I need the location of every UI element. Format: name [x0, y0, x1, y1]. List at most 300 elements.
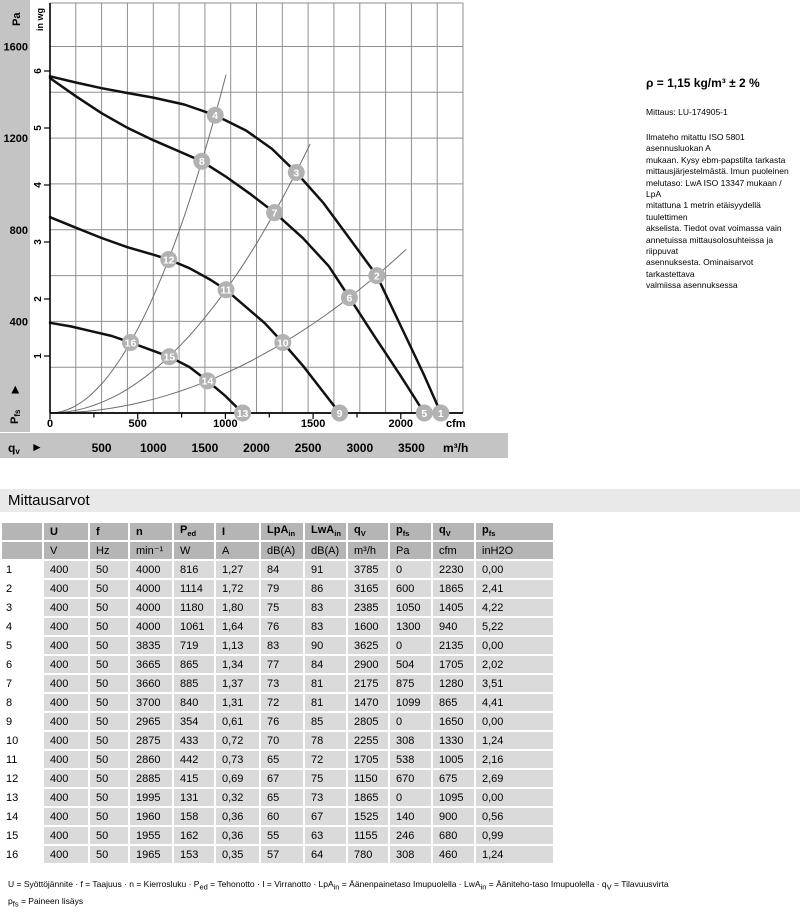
cell: 1050: [390, 599, 431, 616]
cell: 2,69: [476, 770, 553, 787]
cell: 900: [433, 808, 474, 825]
cell: 3835: [130, 637, 172, 654]
cell: 3785: [348, 561, 388, 578]
column-header: $P_{ed}$: [174, 523, 214, 540]
cell: 0,00: [476, 637, 553, 654]
unit-header: Hz: [90, 542, 128, 559]
unit-header: min⁻¹: [130, 542, 172, 559]
cell: 2255: [348, 732, 388, 749]
m3h-tick-label: 500: [91, 441, 112, 455]
svg-text:10: 10: [276, 337, 289, 350]
row-number: 1: [2, 561, 42, 578]
cell: 4000: [130, 599, 172, 616]
cell: 400: [44, 789, 88, 806]
cell: 75: [261, 599, 303, 616]
cell: 1,13: [216, 637, 259, 654]
cell: 0,00: [476, 713, 553, 730]
table-row: [2, 580, 553, 597]
inwg-tick-label: 6: [33, 68, 44, 74]
cell: 2875: [130, 732, 172, 749]
cell: 1705: [348, 751, 388, 768]
row-number: 2: [2, 580, 42, 597]
unit-header: Pa: [390, 542, 431, 559]
cell: 50: [90, 846, 128, 863]
cell: 2805: [348, 713, 388, 730]
svg-text:9: 9: [336, 407, 343, 420]
cell: 0,32: [216, 789, 259, 806]
system-curve: [50, 75, 226, 413]
cell: 1300: [390, 618, 431, 635]
unit-header: V: [44, 542, 88, 559]
note-line: akselista. Tiedot ovat voimassa vain: [646, 223, 782, 234]
cfm-tick-label: 1500: [300, 418, 326, 430]
measurement-note: [646, 132, 798, 292]
svg-text:16: 16: [124, 337, 137, 350]
m3h-tick-label: 3500: [398, 441, 425, 455]
cell: 1,24: [476, 732, 553, 749]
column-header: $p_{fs}$: [476, 523, 553, 540]
cell: 400: [44, 732, 88, 749]
inwg-tick-label: 1: [33, 353, 44, 359]
cell: 75: [305, 770, 346, 787]
operating-point-16: [122, 334, 139, 351]
m3h-tick-label: 3000: [346, 441, 374, 455]
cell: 538: [390, 751, 431, 768]
cell: 90: [305, 637, 346, 654]
side-notes: [646, 76, 798, 292]
cell: 400: [44, 713, 88, 730]
operating-point-8: [193, 153, 210, 170]
m3h-tick-label: 1500: [191, 441, 219, 455]
operating-point-15: [161, 348, 178, 365]
cell: 1600: [348, 618, 388, 635]
table-row: [2, 846, 553, 863]
cell: 2885: [130, 770, 172, 787]
cell: 1180: [174, 599, 214, 616]
row-number: 9: [2, 713, 42, 730]
cell: 1150: [348, 770, 388, 787]
cell: 246: [390, 827, 431, 844]
cell: 64: [305, 846, 346, 863]
cell: 50: [90, 808, 128, 825]
m3h-tick-label: 2500: [294, 441, 322, 455]
cell: 504: [390, 656, 431, 673]
svg-text:12: 12: [162, 254, 175, 267]
measurement-reference: Mittaus: LU-174905-1: [646, 107, 728, 117]
cell: 67: [261, 770, 303, 787]
cell: 400: [44, 751, 88, 768]
cell: 63: [305, 827, 346, 844]
unit-header: dB(A): [261, 542, 303, 559]
m3h-tick-label: 1000: [139, 441, 167, 455]
cell: 158: [174, 808, 214, 825]
table-row: [2, 675, 553, 692]
cell: 65: [261, 789, 303, 806]
fan-curve: [50, 76, 441, 413]
row-number: 6: [2, 656, 42, 673]
cfm-tick-label: 0: [46, 418, 54, 430]
cell: 1,37: [216, 675, 259, 692]
table-row: [2, 713, 553, 730]
cell: 2135: [433, 637, 474, 654]
cell: 415: [174, 770, 214, 787]
operating-point-13: [234, 405, 251, 422]
row-number: 3: [2, 599, 42, 616]
cell: 400: [44, 694, 88, 711]
note-line: mittausjärjestelmästä. Imun puoleinen: [646, 166, 789, 177]
cell: 77: [261, 656, 303, 673]
pa-tick-label: 1200: [3, 133, 28, 146]
m3h-unit-label: m³/h: [443, 441, 469, 455]
column-header: [2, 523, 42, 540]
row-number: 15: [2, 827, 42, 844]
cell: 72: [261, 694, 303, 711]
cell: 400: [44, 580, 88, 597]
chart-grid: [50, 3, 463, 413]
table-row: [2, 827, 553, 844]
cell: 1061: [174, 618, 214, 635]
note-line: Ilmateho mitattu ISO 5801 asennusluokan A: [646, 132, 745, 154]
cell: 875: [390, 675, 431, 692]
fan-curves: [50, 76, 441, 413]
cell: 2860: [130, 751, 172, 768]
cell: 308: [390, 732, 431, 749]
unit-header: dB(A): [305, 542, 346, 559]
operating-point-9: [331, 405, 348, 422]
cell: 0,36: [216, 808, 259, 825]
cell: 2385: [348, 599, 388, 616]
cell: 940: [433, 618, 474, 635]
pfs-axis-arrow-icon: ►: [7, 383, 22, 396]
operating-point-1: [432, 405, 449, 422]
cell: 0,00: [476, 561, 553, 578]
cell: 1005: [433, 751, 474, 768]
cell: 2,41: [476, 580, 553, 597]
cell: 1,31: [216, 694, 259, 711]
svg-text:15: 15: [163, 351, 176, 364]
note-line: melutaso: LwA ISO 13347 mukaan / LpA: [646, 177, 782, 200]
cell: 433: [174, 732, 214, 749]
cell: 0: [390, 637, 431, 654]
cell: 1960: [130, 808, 172, 825]
cell: 865: [174, 656, 214, 673]
cell: 83: [305, 599, 346, 616]
cell: 3165: [348, 580, 388, 597]
unit-header: cfm: [433, 542, 474, 559]
svg-text:3: 3: [293, 167, 300, 180]
operating-point-4: [207, 107, 224, 124]
cell: 816: [174, 561, 214, 578]
table-row: [2, 770, 553, 787]
svg-text:6: 6: [346, 292, 353, 305]
operating-point-11: [218, 281, 235, 298]
cell: 3665: [130, 656, 172, 673]
cell: 50: [90, 637, 128, 654]
note-line: valmiissa asennuksessa: [646, 280, 738, 291]
cell: 600: [390, 580, 431, 597]
unit-header: inH2O: [476, 542, 553, 559]
cell: 0,36: [216, 827, 259, 844]
table-row: [2, 599, 553, 616]
cell: 0,73: [216, 751, 259, 768]
cell: 76: [261, 713, 303, 730]
inwg-tick-label: 4: [33, 182, 44, 188]
svg-text:8: 8: [198, 156, 205, 169]
cell: 70: [261, 732, 303, 749]
cell: 680: [433, 827, 474, 844]
cell: 1705: [433, 656, 474, 673]
cell: 2,02: [476, 656, 553, 673]
cell: 1650: [433, 713, 474, 730]
cell: 1114: [174, 580, 214, 597]
cell: 50: [90, 694, 128, 711]
cell: 3625: [348, 637, 388, 654]
cell: 140: [390, 808, 431, 825]
table-row: [2, 694, 553, 711]
measurement-table: [0, 521, 555, 865]
cell: 1865: [433, 580, 474, 597]
cell: 50: [90, 580, 128, 597]
cfm-tick-label: 500: [128, 418, 147, 430]
cell: 50: [90, 561, 128, 578]
cell: 83: [261, 637, 303, 654]
svg-text:5: 5: [421, 407, 428, 420]
y-unit-inwg-label: in wg: [35, 8, 45, 31]
cell: 50: [90, 770, 128, 787]
svg-text:1: 1: [437, 407, 444, 420]
column-header: $q_V$: [433, 523, 474, 540]
cell: 0: [390, 789, 431, 806]
cell: 85: [305, 713, 346, 730]
cell: 1965: [130, 846, 172, 863]
legend-line-1: U = Syöttöjännite · f = Taajuus · n = Kierrosluku · $P_{ed}$ = Tehonotto · I = Virranotto · LpA$_{in}$ = Äänenpainetaso Imupuolella · LwA$_{in}$ = Ääniteho-taso Imupuolella · $q_V$ = Tilavuusvirta: [8, 879, 669, 892]
cell: 840: [174, 694, 214, 711]
cell: 460: [433, 846, 474, 863]
cell: 0: [390, 713, 431, 730]
row-number: 4: [2, 618, 42, 635]
cell: 3660: [130, 675, 172, 692]
row-number: 16: [2, 846, 42, 863]
cell: 76: [261, 618, 303, 635]
operating-point-6: [341, 289, 358, 306]
cell: 308: [390, 846, 431, 863]
cell: 83: [305, 618, 346, 635]
cell: 400: [44, 656, 88, 673]
table-row: [2, 618, 553, 635]
cell: 1,80: [216, 599, 259, 616]
row-number: 8: [2, 694, 42, 711]
section-title-mittausarvot: Mittausarvot: [0, 489, 800, 512]
cell: 354: [174, 713, 214, 730]
column-header: $p_{fs}$: [390, 523, 431, 540]
cell: 50: [90, 751, 128, 768]
row-number: 7: [2, 675, 42, 692]
table-row: [2, 732, 553, 749]
unit-header: W: [174, 542, 214, 559]
cell: 73: [305, 789, 346, 806]
m3h-tick-label: 2000: [243, 441, 270, 455]
column-header: n: [130, 523, 172, 540]
cell: 400: [44, 599, 88, 616]
cell: 1099: [390, 694, 431, 711]
fan-curve: [50, 217, 340, 413]
cell: 1330: [433, 732, 474, 749]
row-number: 12: [2, 770, 42, 787]
cell: 84: [261, 561, 303, 578]
row-number: 13: [2, 789, 42, 806]
cell: 4,41: [476, 694, 553, 711]
cell: 86: [305, 580, 346, 597]
cell: 1095: [433, 789, 474, 806]
cell: 3,51: [476, 675, 553, 692]
cell: 50: [90, 656, 128, 673]
qv-axis-arrow-icon: ►: [31, 440, 43, 454]
cell: 400: [44, 637, 88, 654]
cell: 1955: [130, 827, 172, 844]
cell: 0,69: [216, 770, 259, 787]
cell: 780: [348, 846, 388, 863]
table-row: [2, 637, 553, 654]
column-header: I: [216, 523, 259, 540]
cfm-tick-label: 2000: [388, 418, 414, 430]
cell: 1,27: [216, 561, 259, 578]
table-row: [2, 751, 553, 768]
column-header: LwA$_{in}$: [305, 523, 346, 540]
fan-curve: [50, 323, 243, 413]
inwg-tick-label: 5: [33, 125, 44, 131]
cell: 1280: [433, 675, 474, 692]
cell: 0: [390, 561, 431, 578]
cell: 1155: [348, 827, 388, 844]
svg-text:7: 7: [271, 207, 278, 220]
cell: 153: [174, 846, 214, 863]
cell: 400: [44, 675, 88, 692]
qv-axis-label: qv: [8, 441, 20, 456]
cell: 55: [261, 827, 303, 844]
operating-point-10: [274, 334, 291, 351]
unit-header: m³/h: [348, 542, 388, 559]
operating-point-14: [199, 372, 216, 389]
pa-tick-label: 1600: [3, 41, 28, 54]
note-line: mukaan. Kysy ebm-papstilta tarkasta: [646, 154, 786, 165]
svg-text:4: 4: [212, 110, 219, 122]
cell: 50: [90, 732, 128, 749]
unit-header: A: [216, 542, 259, 559]
note-line: annetuissa mittausolosuhteissa ja riippuvat: [646, 234, 774, 257]
cell: 0,56: [476, 808, 553, 825]
cell: 91: [305, 561, 346, 578]
cell: 50: [90, 618, 128, 635]
cell: 50: [90, 675, 128, 692]
operating-point-7: [266, 204, 283, 221]
cell: 78: [305, 732, 346, 749]
cell: 73: [261, 675, 303, 692]
cell: 2230: [433, 561, 474, 578]
table-row: [2, 789, 553, 806]
cell: 400: [44, 618, 88, 635]
svg-text:13: 13: [236, 407, 249, 420]
cell: 2965: [130, 713, 172, 730]
y-unit-pa-label: Pa: [11, 12, 23, 26]
column-header: U: [44, 523, 88, 540]
cell: 0,72: [216, 732, 259, 749]
pa-tick-label: 400: [9, 316, 28, 329]
cell: 2900: [348, 656, 388, 673]
cell: 4,22: [476, 599, 553, 616]
unit-header: [2, 542, 42, 559]
table-row: [2, 656, 553, 673]
cell: 4000: [130, 561, 172, 578]
cfm-tick-label: 1000: [213, 418, 238, 430]
fan-curve: [50, 78, 424, 413]
cell: 400: [44, 808, 88, 825]
operating-point-2: [368, 267, 385, 284]
cell: 885: [174, 675, 214, 692]
cell: 1,64: [216, 618, 259, 635]
cell: 0,61: [216, 713, 259, 730]
cell: 84: [305, 656, 346, 673]
cell: 81: [305, 675, 346, 692]
legend-line-2: $p_{fs}$ = Paineen lisäys: [8, 896, 84, 909]
cell: 4000: [130, 618, 172, 635]
cell: 1525: [348, 808, 388, 825]
axis-labels: [4, 8, 469, 456]
cell: 1,72: [216, 580, 259, 597]
cell: 865: [433, 694, 474, 711]
cell: 1,24: [476, 846, 553, 863]
column-header: $q_V$: [348, 523, 388, 540]
svg-text:2: 2: [373, 270, 380, 283]
cell: 400: [44, 561, 88, 578]
pa-tick-label: 800: [9, 224, 28, 237]
row-number: 14: [2, 808, 42, 825]
cell: 400: [44, 846, 88, 863]
row-number: 11: [2, 751, 42, 768]
cell: 442: [174, 751, 214, 768]
cell: 72: [305, 751, 346, 768]
column-header: LpA$_{in}$: [261, 523, 303, 540]
column-header: f: [90, 523, 128, 540]
cell: 57: [261, 846, 303, 863]
cell: 0,99: [476, 827, 553, 844]
cell: 3700: [130, 694, 172, 711]
cell: 670: [390, 770, 431, 787]
inwg-tick-label: 3: [33, 239, 44, 245]
air-density-value: ρ = 1,15 kg/m³ ± 2 %: [646, 76, 760, 90]
row-number: 5: [2, 637, 42, 654]
cell: 67: [305, 808, 346, 825]
cell: 400: [44, 770, 88, 787]
cell: 79: [261, 580, 303, 597]
note-line: asennuksesta. Ominaisarvot tarkastettava: [646, 257, 754, 279]
system-curve: [50, 249, 406, 413]
cell: 4000: [130, 580, 172, 597]
svg-text:14: 14: [201, 375, 214, 388]
fan-performance-chart: [0, 0, 520, 460]
pfs-axis-label: Pfs: [9, 409, 22, 424]
cell: 81: [305, 694, 346, 711]
operating-point-12: [160, 251, 177, 268]
row-number: 10: [2, 732, 42, 749]
cfm-unit-label: cfm: [446, 418, 466, 430]
cell: 50: [90, 789, 128, 806]
cell: 1470: [348, 694, 388, 711]
cell: 1,34: [216, 656, 259, 673]
cell: 50: [90, 599, 128, 616]
operating-point-3: [288, 164, 305, 181]
cell: 162: [174, 827, 214, 844]
cell: 0,35: [216, 846, 259, 863]
